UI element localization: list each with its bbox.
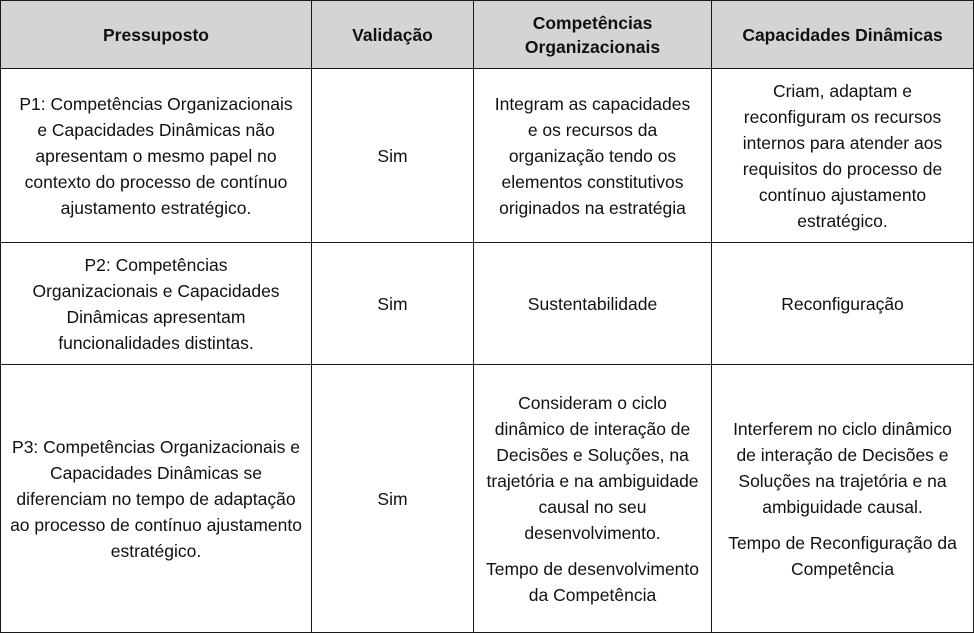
header-capacidades: Capacidades Dinâmicas <box>712 1 974 69</box>
pressuposto-cell <box>1 365 312 633</box>
competencias-text: Integram as capacidades e os recursos da organização tendo os elementos constitutivos originados na estratégia <box>494 93 691 218</box>
header-pressuposto: Pressuposto <box>1 1 312 69</box>
capacidades-cell <box>712 243 974 365</box>
validacao-cell <box>312 243 474 365</box>
pressuposto-text: P1: Competências Organizacionais e Capacidades Dinâmicas não apresentam o mesmo papel no contexto do processo de contínuo ajustamento estratégico. <box>19 93 293 218</box>
competencias-cell <box>474 365 712 633</box>
validacao-text: Sim <box>377 488 408 509</box>
table-row <box>1 243 974 365</box>
capacidades-text: Reconfiguração <box>781 293 904 314</box>
competencias-cell <box>474 69 712 243</box>
pressuposto-text: P2: Competências Organizacionais e Capacidades Dinâmicas apresentam funcionalidades distintas. <box>32 254 280 353</box>
table-row <box>1 365 974 633</box>
validacao-cell <box>312 69 474 243</box>
capacidades-text-2: Tempo de Reconfiguração da Competência <box>728 532 957 579</box>
table-row <box>1 69 974 243</box>
capacidades-cell <box>712 365 974 633</box>
competencias-text: Consideram o ciclo dinâmico de interação de Decisões e Soluções, na trajetória e na ambiguidade causal no seu desenvolvimento. <box>486 392 699 543</box>
competencias-text-2: Tempo de desenvolvimento da Competência <box>485 558 700 605</box>
pressuposto-text: P3: Competências Organizacionais e Capacidades Dinâmicas se diferenciam no tempo de adaptação ao processo de contínuo ajustamento estratégico. <box>10 436 302 561</box>
pressuposto-cell <box>1 69 312 243</box>
competencias-text: Sustentabilidade <box>527 293 658 314</box>
competencias-cell <box>474 243 712 365</box>
capacidades-cell <box>712 69 974 243</box>
validacao-cell <box>312 365 474 633</box>
capacidades-text: Criam, adaptam e reconfiguram os recursos internos para atender aos requisitos do processo de contínuo ajustamento estratégico. <box>742 80 943 231</box>
validacao-text: Sim <box>377 145 408 166</box>
capacidades-text: Interferem no ciclo dinâmico de interação de Decisões e Soluções na trajetória e na ambiguidade causal. <box>733 418 952 517</box>
header-row <box>1 1 974 69</box>
header-competencias-label: Competências Organizacionais <box>524 12 661 57</box>
header-validacao: Validação <box>312 1 474 69</box>
validacao-text: Sim <box>377 293 408 314</box>
pressuposto-cell <box>1 243 312 365</box>
header-competencias <box>474 1 712 69</box>
